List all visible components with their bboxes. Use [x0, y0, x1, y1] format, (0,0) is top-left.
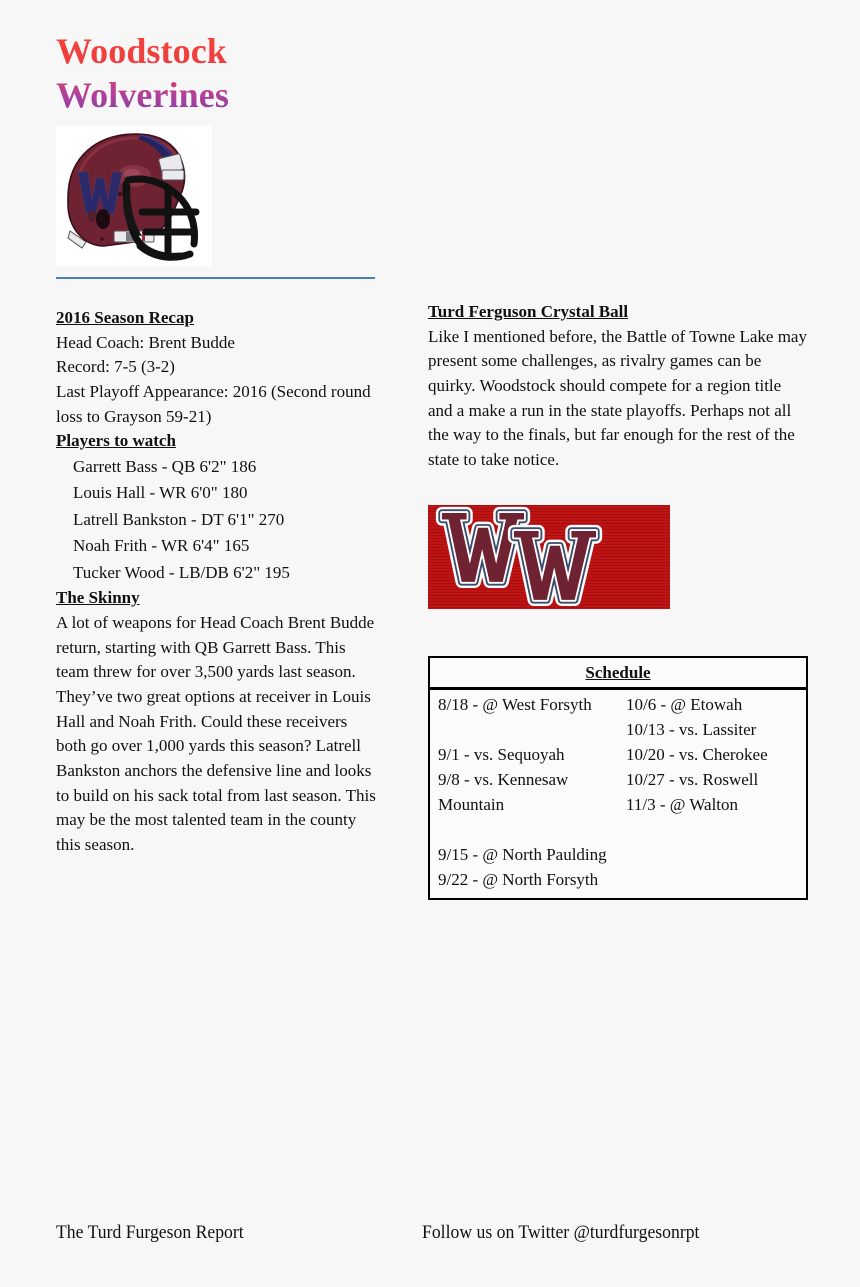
schedule-game: 8/18 - @ West Forsyth	[438, 695, 592, 715]
crystal-ball-body: Like I mentioned before, the Battle of Towne Lake may present some challenges, as rivalry games can be quirky. Woodstock should compete for a region title and a make a run in the state playoffs. Perhaps not all the way to the finals, but far enough for the rest of the state to take notice.	[428, 326, 807, 469]
football-helmet-icon	[56, 126, 212, 266]
schedule-table	[428, 656, 808, 900]
header-divider	[56, 277, 375, 279]
schedule-game: 9/8 - vs. Kennesaw Mountain	[438, 770, 569, 815]
list-item: Tucker Wood - LB/DB 6'2" 195	[73, 562, 290, 582]
list-item: Latrell Bankston - DT 6'1" 270	[73, 509, 285, 529]
schedule-game: 10/27 - vs. Roswell	[626, 770, 759, 790]
schedule-game: 9/22 - @ North Forsyth	[438, 870, 599, 890]
crystal-ball-heading: Turd Ferguson Crystal Ball	[428, 302, 629, 321]
the-skinny-body: A lot of weapons for Head Coach Brent Budde return, starting with QB Garrett Bass. This team threw for over 3,500 yards last season. They’ve two great options at receiver in Louis Hall and Noah Frith. Could these receivers both go over 1,000 yards this season? Latrell Bankston anchors the defensive line and looks to build on his sack total from last season. This may be the most talented team in the county this season.	[56, 613, 376, 854]
football-helmet-image	[56, 126, 212, 266]
page-title	[56, 30, 296, 118]
table-row	[429, 689, 807, 899]
schedule-column-right	[618, 689, 807, 899]
recap-last-playoff: Last Playoff Appearance: 2016 (Second round loss to Grayson 59-21)	[56, 381, 371, 426]
right-column	[428, 300, 808, 900]
ww-wordmark-logo	[428, 505, 670, 609]
team-name-line-1: Woodstock	[56, 31, 227, 71]
schedule-game: 10/13 - vs. Lassiter	[626, 720, 757, 740]
the-skinny-heading: The Skinny	[56, 588, 140, 608]
schedule-game	[438, 718, 614, 743]
footer-publication-name: The Turd Furgeson Report	[56, 1222, 244, 1243]
page-footer	[0, 1222, 860, 1254]
schedule-game: 9/15 - @ North Paulding	[438, 845, 607, 865]
footer-twitter-handle: Follow us on Twitter @turdfurgesonrpt	[422, 1222, 700, 1243]
recap-record: Record: 7-5 (3-2)	[56, 357, 175, 377]
list-item: Garrett Bass - QB 6'2" 186	[73, 456, 257, 476]
team-name-line-2: Wolverines	[56, 74, 229, 115]
schedule-game	[438, 818, 614, 843]
schedule-column-left	[429, 689, 618, 899]
list-item: Louis Hall - WR 6'0" 180	[73, 483, 248, 503]
recap-head-coach: Head Coach: Brent Budde	[56, 332, 235, 352]
players-to-watch-heading: Players to watch	[56, 431, 176, 451]
players-to-watch-list	[56, 454, 376, 587]
page-header	[56, 30, 376, 266]
schedule-game: 9/1 - vs. Sequoyah	[438, 745, 565, 765]
schedule-game: 11/3 - @ Walton	[626, 795, 739, 815]
schedule-game: 10/20 - vs. Cherokee	[626, 745, 768, 765]
schedule-game: 10/6 - @ Etowah	[626, 695, 743, 715]
left-column	[56, 306, 376, 857]
list-item: Noah Frith - WR 6'4" 165	[73, 536, 250, 556]
schedule-caption: Schedule	[428, 656, 808, 688]
season-recap-heading: 2016 Season Recap	[56, 308, 194, 327]
